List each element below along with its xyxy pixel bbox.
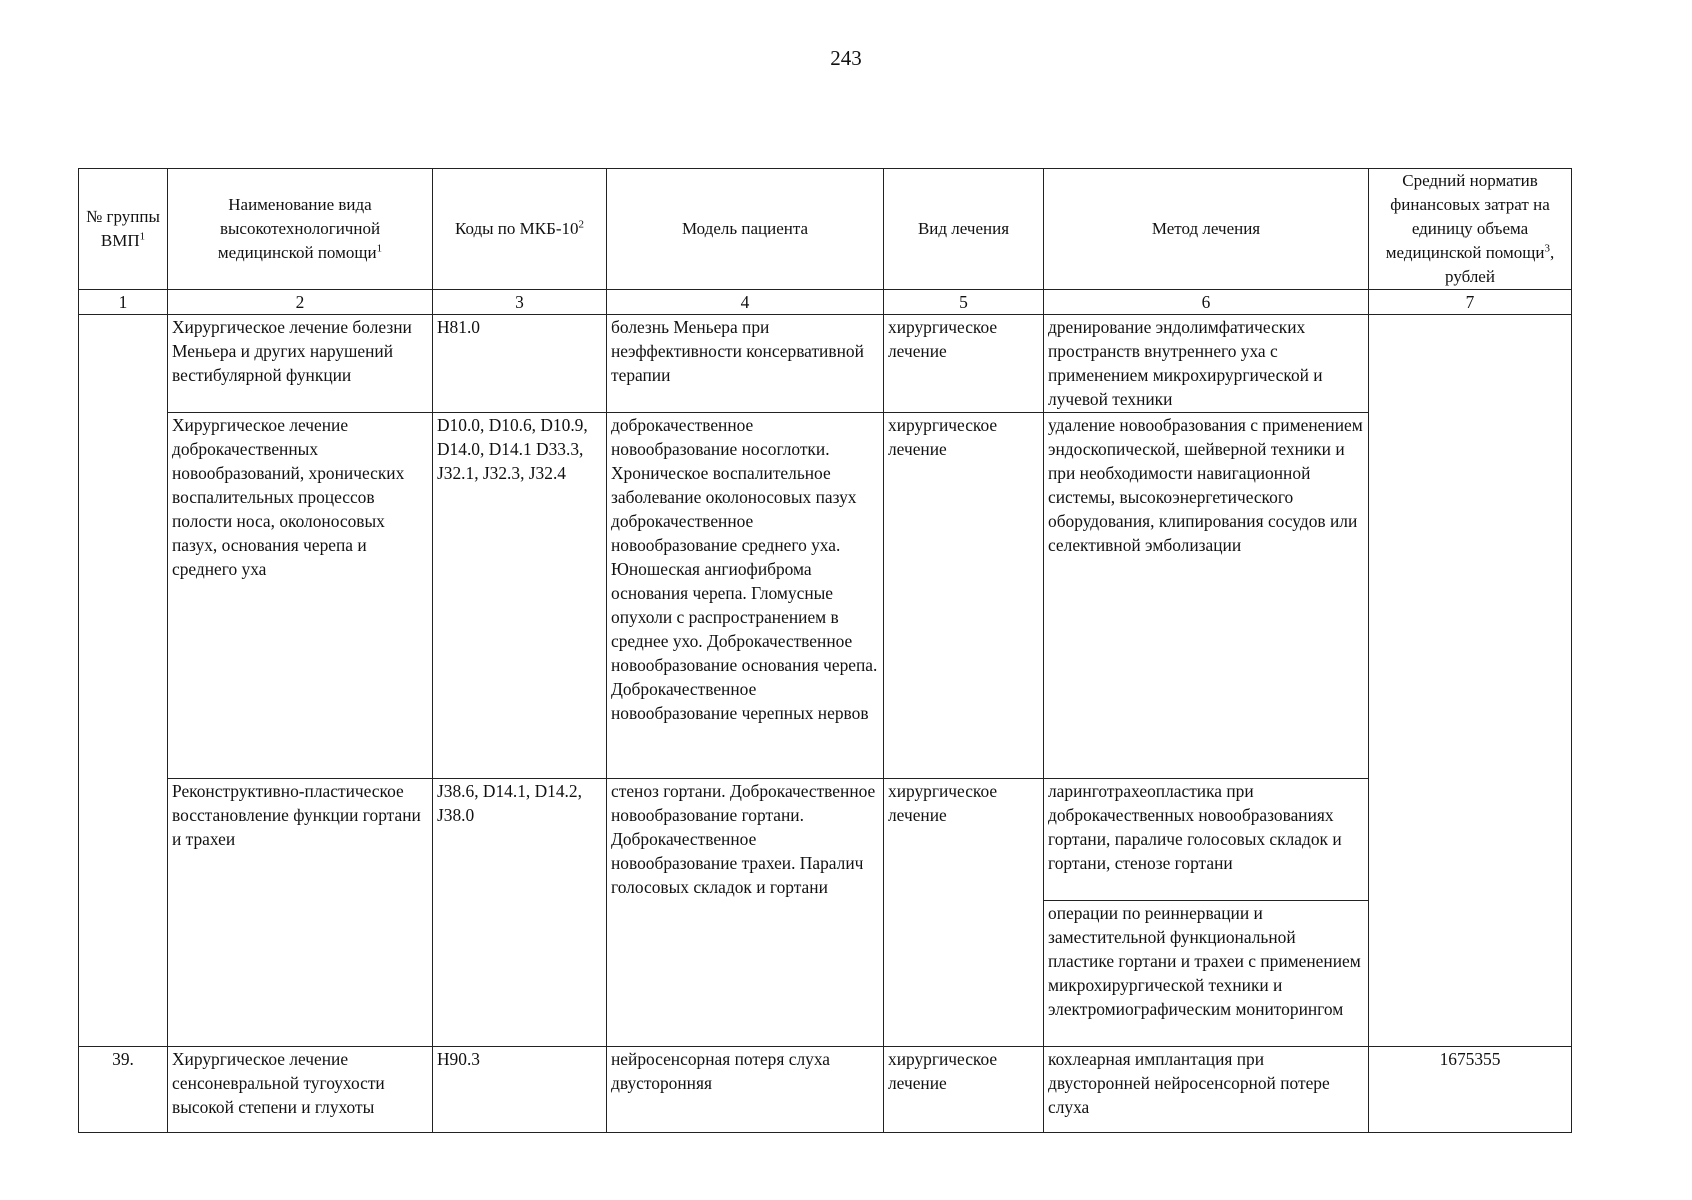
average-cost-cell [1369,315,1572,1047]
icd-codes-cell: J38.6, D14.1, D14.2, J38.0 [433,779,607,1047]
column-number-row [79,290,1572,315]
table-row [79,779,1572,901]
treatment-type-cell: хирургическое лечение [884,315,1044,413]
table-header-row [79,169,1572,290]
vmp-table [78,168,1572,1133]
column-number: 5 [884,290,1044,315]
icd-codes-cell: H90.3 [433,1047,607,1133]
group-number-cell: 39. [79,1047,168,1133]
header-care-type-name: Наименование вида высокотехнологичной медицинской помощи$^1$ [168,169,433,290]
treatment-method-cell: операции по реиннервации и заместительной функциональной пластике гортани и трахеи с применением микрохирургической техники и электромиографическим мониторингом [1044,901,1369,1047]
treatment-method-cell: ларинготрахеопластика при доброкачественных новообразованиях гортани, параличе голосовых складок и гортани, стенозе гортани [1044,779,1369,901]
patient-model-cell: нейросенсорная потеря слуха двусторонняя [607,1047,884,1133]
column-number: 4 [607,290,884,315]
icd-codes-cell: H81.0 [433,315,607,413]
care-type-name-cell: Хирургическое лечение доброкачественных новообразований, хронических воспалительных процессов полости носа, околоносовых пазух, основания черепа и среднего уха [168,413,433,779]
header-group-number: № группы ВМП$^1$ [79,169,168,290]
treatment-type-cell: хирургическое лечение [884,779,1044,1047]
column-number: 1 [79,290,168,315]
average-cost-cell: 1675355 [1369,1047,1572,1133]
table-row [79,315,1572,413]
patient-model-cell: доброкачественное новообразование носоглотки. Хроническое воспалительное заболевание околоносовых пазух доброкачественное новообразование среднего уха. Юношеская ангиофиброма основания черепа. Гломусные опухоли с распространением в среднее ухо. Доброкачественное новообразование основания черепа. Доброкачественное новообразование черепных нервов [607,413,884,779]
header-treatment-type: Вид лечения [884,169,1044,290]
header-icd-codes: Коды по МКБ-$10^2$ [433,169,607,290]
icd-codes-cell: D10.0, D10.6, D10.9, D14.0, D14.1 D33.3, J32.1, J32.3, J32.4 [433,413,607,779]
group-number-cell [79,315,168,1047]
page-number: 243 [830,46,862,70]
table-row [79,1047,1572,1133]
header-patient-model: Модель пациента [607,169,884,290]
table-row [79,413,1572,779]
patient-model-cell: болезнь Меньера при неэффективности консервативной терапии [607,315,884,413]
care-type-name-cell: Хирургическое лечение сенсоневральной тугоухости высокой степени и глухоты [168,1047,433,1133]
column-number: 3 [433,290,607,315]
treatment-method-cell: дренирование эндолимфатических пространств внутреннего уха с применением микрохирургической и лучевой техники [1044,315,1369,413]
care-type-name-cell: Реконструктивно-пластическое восстановление функции гортани и трахеи [168,779,433,1047]
column-number: 6 [1044,290,1369,315]
column-number: 2 [168,290,433,315]
patient-model-cell: стеноз гортани. Доброкачественное новообразование гортани. Доброкачественное новообразование трахеи. Паралич голосовых складок и гортани [607,779,884,1047]
treatment-method-cell: кохлеарная имплантация при двусторонней нейросенсорной потере слуха [1044,1047,1369,1133]
treatment-type-cell: хирургическое лечение [884,1047,1044,1133]
header-average-cost: Средний норматив финансовых затрат на единицу объема медицинской помощи$^3$, рублей [1369,169,1572,290]
treatment-method-cell: удаление новообразования с применением эндоскопической, шейверной техники и при необходимости навигационной системы, высокоэнергетического оборудования, клипирования сосудов или селективной эмболизации [1044,413,1369,779]
column-number: 7 [1369,290,1572,315]
care-type-name-cell: Хирургическое лечение болезни Меньера и других нарушений вестибулярной функции [168,315,433,413]
treatment-type-cell: хирургическое лечение [884,413,1044,779]
header-treatment-method: Метод лечения [1044,169,1369,290]
